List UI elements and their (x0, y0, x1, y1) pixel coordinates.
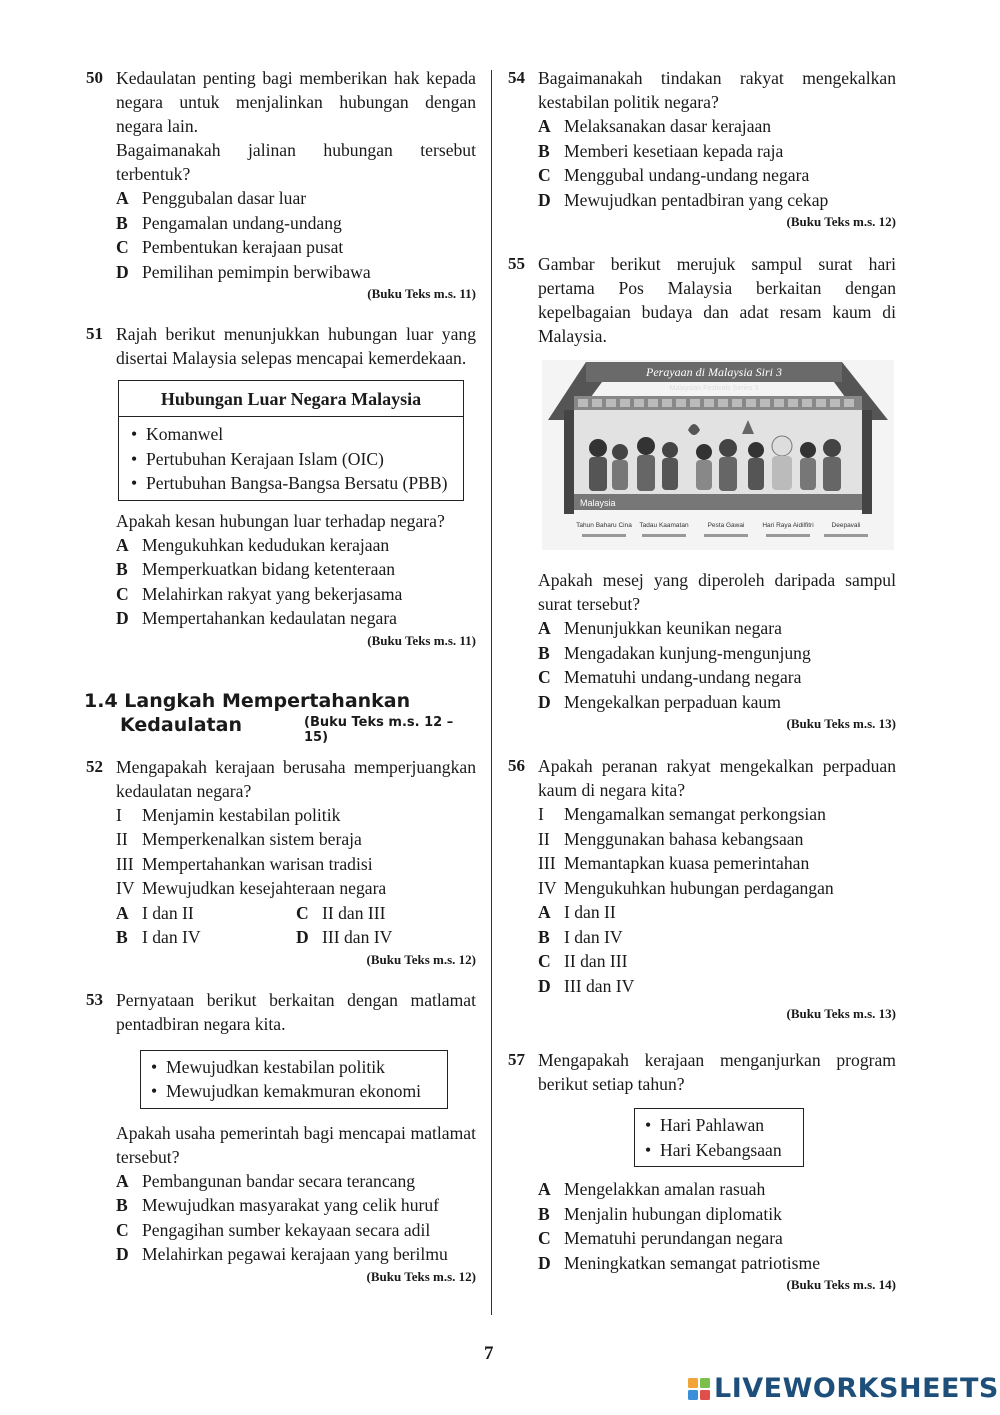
info-box-item: • Mewujudkan kemakmuran ekonomi (149, 1079, 437, 1104)
textbook-reference: (Buku Teks m.s. 12) (786, 214, 896, 229)
question-number: 51 (86, 324, 103, 343)
textbook-reference: (Buku Teks m.s. 12) (366, 1268, 476, 1284)
liveworksheets-logo[interactable] (688, 1373, 999, 1404)
statement-iv: IV Mewujudkan kesejahteraan negara (116, 878, 387, 898)
option-b[interactable]: B I dan IV (116, 927, 201, 947)
info-box-item: • Hari Pahlawan (643, 1113, 793, 1138)
statement-iii: III Memantapkan kuasa pemerintahan (538, 853, 810, 873)
option-a[interactable]: A Melaksanakan dasar kerajaan (538, 116, 772, 136)
question-54 (508, 66, 896, 232)
option-d[interactable]: D Mengekalkan perpaduan kaum (538, 691, 781, 712)
statement-ii: II Menggunakan bahasa kebangsaan (538, 828, 804, 849)
statement-i: I Mengamalkan semangat perkongsian (538, 804, 826, 824)
info-box-item: • Pertubuhan Bangsa-Bangsa Bersatu (PBB) (129, 471, 455, 496)
question-number: 55 (508, 254, 525, 273)
textbook-reference: (Buku Teks m.s. 11) (367, 632, 476, 648)
liveworksheets-wordmark: LIVEWORKSHEETS (714, 1373, 999, 1404)
option-b[interactable]: B Menjalin hubungan diplomatik (538, 1203, 782, 1224)
question-number: 52 (86, 756, 103, 776)
cover-banner: Perayaan di Malaysia Siri 3 (646, 365, 782, 379)
cover-label: Deepavali (831, 522, 861, 529)
textbook-reference: (Buku Teks m.s. 13) (786, 716, 896, 731)
question-stem: Kedaulatan penting bagi memberikan hak kepada negara untuk menjalinkan hubungan dengan negara lain. (116, 68, 476, 136)
option-c[interactable]: C Mematuhi perundangan negara (538, 1228, 783, 1248)
statement-ii: II Memperkenalkan sistem beraja (116, 829, 362, 849)
question-57 (508, 1048, 896, 1295)
option-b[interactable]: B Pengamalan undang-undang (116, 212, 342, 233)
info-box-title: Hubungan Luar Negara Malaysia (119, 381, 463, 417)
info-box-item: • Pertubuhan Kerajaan Islam (OIC) (129, 447, 455, 472)
first-day-cover-illustration (542, 360, 894, 550)
question-stem: Gambar berikut merujuk sampul surat hari pertama Pos Malaysia berkaitan dengan kepelbagaian budaya dan adat resam kaum di Malaysia. (538, 254, 896, 346)
textbook-reference: (Buku Teks m.s. 12) (366, 951, 476, 967)
option-c[interactable]: C Pengagihan sumber kekayaan secara adil (116, 1219, 431, 1240)
cover-label: Tadau Kaamatan (639, 522, 689, 529)
option-a[interactable]: A Penggubalan dasar luar (116, 188, 307, 208)
question-stem: Bagaimanakah tindakan rakyat mengekalkan kestabilan politik negara? (538, 68, 896, 112)
question-55 (508, 252, 896, 734)
option-grid (116, 901, 476, 950)
option-c[interactable]: C II dan III (296, 902, 386, 923)
option-d[interactable]: D III dan IV (296, 927, 393, 947)
statement-iii: III Mempertahankan warisan tradisi (116, 853, 373, 874)
info-box (140, 1050, 448, 1109)
question-stem: Rajah berikut menunjukkan hubungan luar yang disertai Malaysia selepas mencapai kemerdekaan. (116, 324, 476, 368)
option-a[interactable]: A I dan II (538, 902, 616, 922)
option-c[interactable]: C II dan III (538, 951, 628, 971)
statement-iv: IV Mengukuhkan hubungan perdagangan (538, 877, 834, 898)
option-b[interactable]: B Mewujudkan masyarakat yang celik huruf (116, 1195, 440, 1215)
question-number: 56 (508, 756, 525, 775)
textbook-reference: (Buku Teks m.s. 14) (786, 1277, 896, 1292)
cover-country: Malaysia (580, 498, 616, 508)
question-stem: Mengapakah kerajaan berusaha memperjuangkan kedaulatan negara? (116, 756, 476, 801)
cover-label: Tahun Baharu Cina (576, 522, 632, 529)
option-d[interactable]: D Pemilihan pemimpin berwibawa (116, 261, 371, 282)
question-stem: Pernyataan berikut berkaitan dengan matlamat pentadbiran negara kita. (116, 989, 476, 1034)
option-d[interactable]: D Meningkatkan semangat patriotisme (538, 1252, 821, 1273)
option-b[interactable]: B Memperkuatkan bidang ketenteraan (116, 559, 396, 579)
option-d[interactable]: D III dan IV (538, 975, 635, 996)
question-number: 57 (508, 1050, 525, 1069)
question-stem: Mengapakah kerajaan menganjurkan program berikut setiap tahun? (538, 1050, 896, 1094)
question-number: 50 (86, 68, 103, 87)
question-51 (86, 322, 476, 651)
question-number: 53 (86, 989, 103, 1009)
option-c[interactable]: C Mematuhi undang-undang negara (538, 667, 802, 687)
section-number: 1.4 (84, 689, 118, 712)
statement-i: I Menjamin kestabilan politik (116, 804, 341, 825)
option-b[interactable]: B Memberi kesetiaan kepada raja (538, 140, 784, 161)
liveworksheets-logo-icon (688, 1378, 710, 1400)
option-a[interactable]: A Mengukuhkan kedudukan kerajaan (116, 534, 390, 555)
textbook-reference: (Buku Teks m.s. 13) (786, 1006, 896, 1021)
option-a[interactable]: A Pembangunan bandar secara terancang (116, 1170, 416, 1191)
option-a[interactable]: A I dan II (116, 902, 194, 923)
question-stem: Bagaimanakah jalinan hubungan tersebut terbentuk? (116, 140, 476, 184)
cover-subbanner: Malaysian Festivals Series 3 (669, 385, 759, 392)
info-box-item: • Mewujudkan kestabilan politik (149, 1055, 437, 1080)
option-a[interactable]: A Mengelakkan amalan rasuah (538, 1179, 766, 1199)
section-reference: (Buku Teks m.s. 12 – 15) (304, 714, 454, 745)
option-d[interactable]: D Mempertahankan kedaulatan negara (116, 608, 397, 628)
question-prompt: Apakah usaha pemerintah bagi mencapai matlamat tersebut? (116, 1122, 476, 1167)
textbook-reference: (Buku Teks m.s. 11) (367, 286, 476, 301)
option-d[interactable]: D Melahirkan pegawai kerajaan yang berilmu (116, 1244, 448, 1264)
question-52 (86, 755, 476, 970)
info-box (118, 380, 464, 501)
question-prompt: Apakah kesan hubungan luar terhadap negara? (116, 510, 445, 531)
info-box-item: • Komanwel (129, 422, 455, 447)
option-d[interactable]: D Mewujudkan pentadbiran yang cekap (538, 189, 829, 210)
first-day-cover-image (542, 360, 896, 556)
question-prompt: Apakah mesej yang diperoleh daripada sampul surat tersebut? (538, 570, 896, 614)
info-box-item: • Hari Kebangsaan (643, 1138, 793, 1163)
cover-label: Hari Raya Aidilfitri (762, 522, 814, 529)
cover-label: Pesta Gawai (707, 522, 745, 529)
column-divider (491, 70, 492, 1315)
section-title: Langkah Mempertahankan (124, 689, 411, 712)
section-heading (84, 689, 476, 745)
left-column (86, 66, 476, 1287)
section-title-line2: Kedaulatan (120, 713, 242, 736)
question-56 (508, 754, 896, 1024)
option-b[interactable]: B I dan IV (538, 926, 623, 947)
option-b[interactable]: B Mengadakan kunjung-mengunjung (538, 642, 811, 663)
option-c[interactable]: C Menggubal undang-undang negara (538, 165, 810, 185)
question-number: 54 (508, 68, 525, 87)
right-column (508, 66, 896, 1295)
question-53 (86, 988, 476, 1287)
option-a[interactable]: A Menunjukkan keunikan negara (538, 618, 782, 638)
page-number: 7 (484, 1343, 494, 1364)
option-c[interactable]: C Pembentukan kerajaan pusat (116, 237, 344, 257)
info-box (634, 1108, 804, 1167)
question-50 (86, 66, 476, 304)
question-stem: Apakah peranan rakyat mengekalkan perpaduan kaum di negara kita? (538, 756, 896, 800)
option-c[interactable]: C Melahirkan rakyat yang bekerjasama (116, 583, 403, 604)
